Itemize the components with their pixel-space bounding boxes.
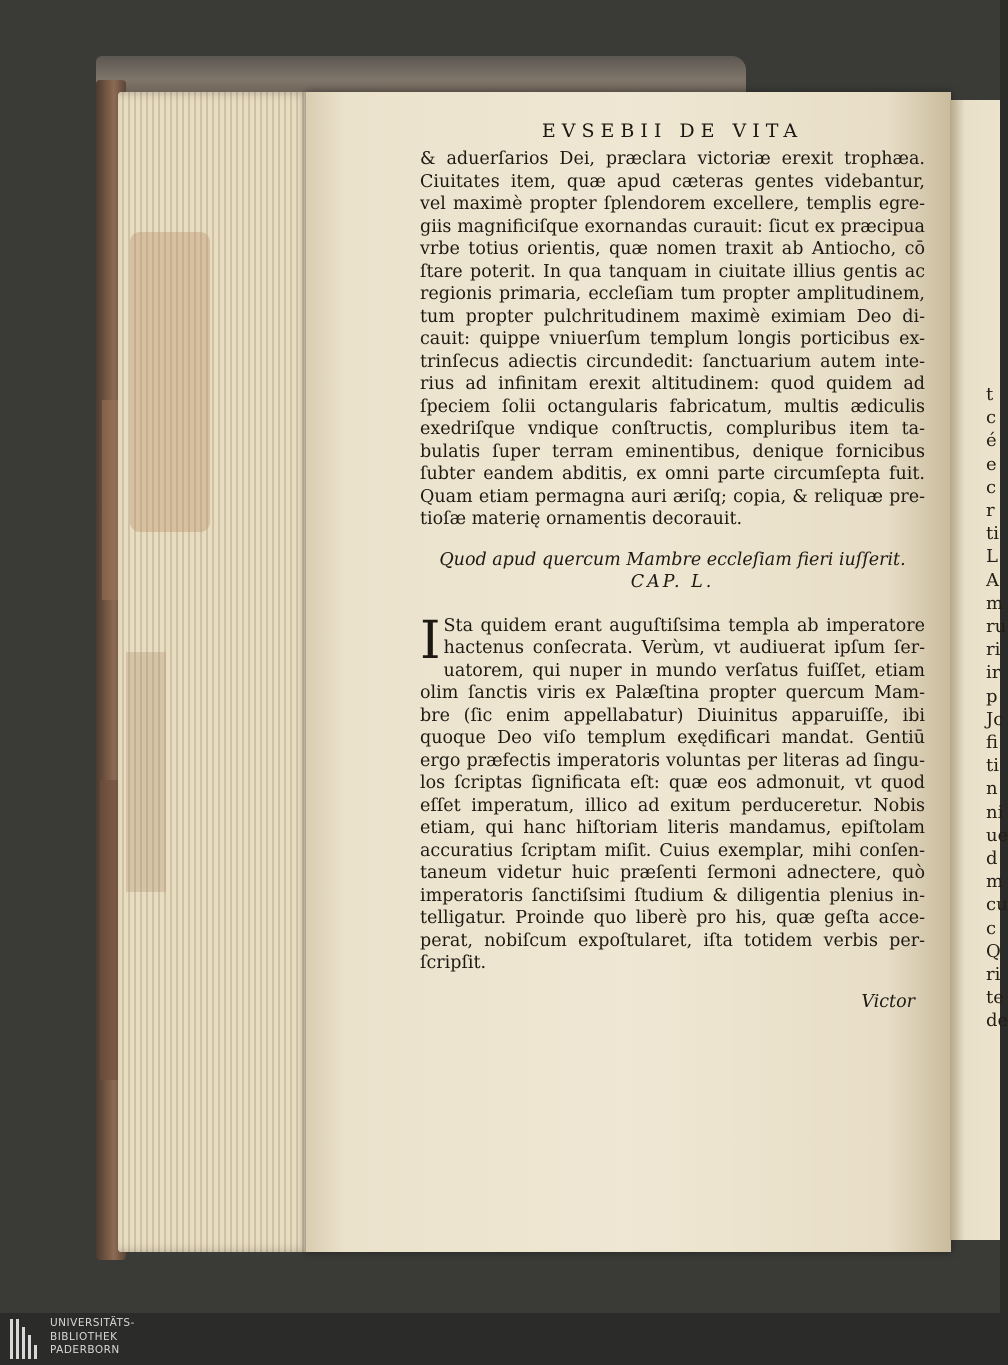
facing-page-text-fragment: ri [986, 639, 1001, 661]
text-line: trinſecus adiectis circundedit: ſanctuarium autem inte- [420, 351, 925, 372]
text-line: eſſet imperatum, illico ad exitum perduceretur. Nobis [420, 795, 925, 816]
library-name-line: PADERBORN [50, 1344, 120, 1356]
facing-page-text-fragment: e [986, 453, 997, 475]
facing-page-text-fragment: L [986, 546, 998, 568]
facing-page-text-fragment: Jc [986, 708, 1004, 730]
facing-page-text-fragment: n [986, 778, 998, 800]
catchword: Victor [861, 991, 915, 1012]
facing-page-text-fragment: fi [986, 732, 999, 753]
facing-page-edge [950, 100, 1008, 1240]
text-line: los ſcriptas ſignificata eſt: quæ eos admonuit, vt quod [420, 773, 925, 793]
facing-page-text-fragment: Q [986, 940, 1001, 962]
facing-page-text-fragment: te [986, 987, 1004, 1009]
text-line: ſpeciem ſolii octangularis fabricatum, multis ædiculis [420, 396, 925, 417]
text-line: ſubter eandem abditis, ex omni parte circumſepta fuit. [420, 464, 925, 484]
book-cover-top-edge [96, 56, 746, 96]
running-head: EVSEBII DE VITA [541, 120, 804, 142]
facing-page-text-fragment: ti [986, 523, 999, 545]
facing-page-text-fragment: ue [986, 824, 1008, 846]
text-line: vrbe totius orientis, quæ nomen traxit ab Antiocho, cō [420, 239, 925, 259]
facing-page-text-fragment: ri [986, 964, 1001, 985]
text-line: accuratius ſcriptam miſit. Cuius exemplar, mihi conſen- [420, 840, 925, 861]
text-line: uatorem, qui nuper in mundo verſatus fuiſſet, etiam [443, 660, 925, 681]
facing-page-text-fragment: c [986, 476, 997, 498]
facing-page-text-fragment: p [986, 685, 998, 707]
facing-page-text-fragment: t [986, 384, 994, 405]
text-line: vel maximè propter ſplendorem excellere, templis egre- [420, 194, 925, 214]
text-line: giis magnificiſque exornandas curauit: ſicut ex præcipua [420, 216, 925, 237]
page-block-edges [118, 92, 314, 1252]
page-edge-stain [130, 232, 210, 532]
text-line: bulatis ſuper terram eminentibus, denique fornicibus [420, 441, 925, 462]
chapter-heading: Quod apud quercum Mambre eccleſiam fieri iuſſerit. [439, 549, 906, 570]
text-line: ſtare poterit. In qua tanquam in ciuitate illius gentis ac [420, 261, 925, 282]
paragraph-before-chapter [420, 148, 925, 531]
text-line: imperatoris ſanctiſsimi ſtudium & diligentia plenius in- [420, 885, 925, 906]
text-line: regionis primaria, eccleſiam tum propter amplitudinem, [420, 284, 925, 304]
facing-page-text-fragment: m [986, 592, 1004, 614]
text-line: quoque Deo viſo templum exędificari mandat. Gentiū [420, 728, 925, 748]
page-edge-stain [126, 652, 166, 892]
text-line: exedriſque vndique conſtructis, compluribus item ta- [420, 419, 925, 439]
text-line: ſcripſit. [420, 953, 487, 973]
text-line: telligatur. Proinde quo liberè pro his, quæ geſta acce- [420, 908, 925, 928]
facing-page-text-fragment: d [986, 848, 998, 869]
text-line: ergo præfectis imperatoris voluntas per literas ad ſingu- [420, 750, 925, 771]
facing-page-text-fragment: ru [986, 616, 1007, 637]
text-line: etiam, qui hanc hiſtoriam literis mandamus, epiſtolam [420, 818, 925, 838]
text-line: tioſæ materię ornamentis decorauit. [420, 509, 743, 529]
facing-page-text-fragment: c [986, 917, 997, 939]
library-logo-icon [8, 1317, 42, 1361]
facing-page-text-fragment: m [986, 871, 1004, 893]
facing-page-text-fragment: é [986, 430, 997, 452]
text-line: olim ſanctis viris ex Palæſtina propter quercum Mam- [420, 683, 925, 703]
drop-cap: I [420, 610, 441, 671]
text-line: tum propter pulchritudinem maximè eximiam Deo di- [420, 306, 925, 327]
facing-page-text-fragment: A [986, 569, 999, 591]
text-line: bre (ſic enim appellabatur) Diuinitus apparuiſſe, ibi [420, 705, 925, 726]
library-name [50, 1317, 135, 1358]
facing-page-text-fragment: de [986, 1010, 1008, 1032]
facing-page-text-fragment: ni [986, 801, 1004, 823]
text-line: hactenus conſecrata. Verùm, vt audiuerat ipſum ſer- [443, 638, 925, 658]
text-line: Quam etiam permagna auri æriſq; copia, & reliquæ pre- [420, 486, 925, 507]
library-footer [0, 1313, 1000, 1365]
chapter-paragraph [420, 610, 925, 975]
facing-page-text-fragment: ir [986, 662, 1001, 684]
library-name-line: BIBLIOTHEK [50, 1330, 118, 1343]
text-line: perat, nobiſcum expoſtularet, iſta totidem verbis per- [420, 930, 925, 951]
text-line: rius ad infinitam erexit altitudinem: quod quidem ad [420, 374, 925, 394]
library-name-line: UNIVERSITÄTS- [50, 1317, 135, 1329]
chapter-number: CAP. L. [630, 571, 715, 592]
facing-page-text-fragment: cu [986, 894, 1008, 916]
text-line: cauit: quippe vniuerſum templum longis porticibus ex- [420, 329, 925, 349]
text-line: taneum videtur huic præſenti ſermoni adnectere, quò [420, 863, 925, 883]
text-line: Sta quidem erant auguſtiſsima templa ab imperatore [443, 615, 925, 636]
facing-page-text-fragment: c [986, 407, 997, 429]
text-line: & aduerſarios Dei, præclara victoriæ erexit trophæa. [420, 149, 925, 169]
text-line: Ciuitates item, quæ apud cæteras gentes videbantur, [420, 171, 925, 192]
facing-page-text-fragment: r [986, 500, 995, 521]
page-text-block [420, 120, 925, 1013]
facing-page-text-fragment: ti [986, 755, 999, 777]
